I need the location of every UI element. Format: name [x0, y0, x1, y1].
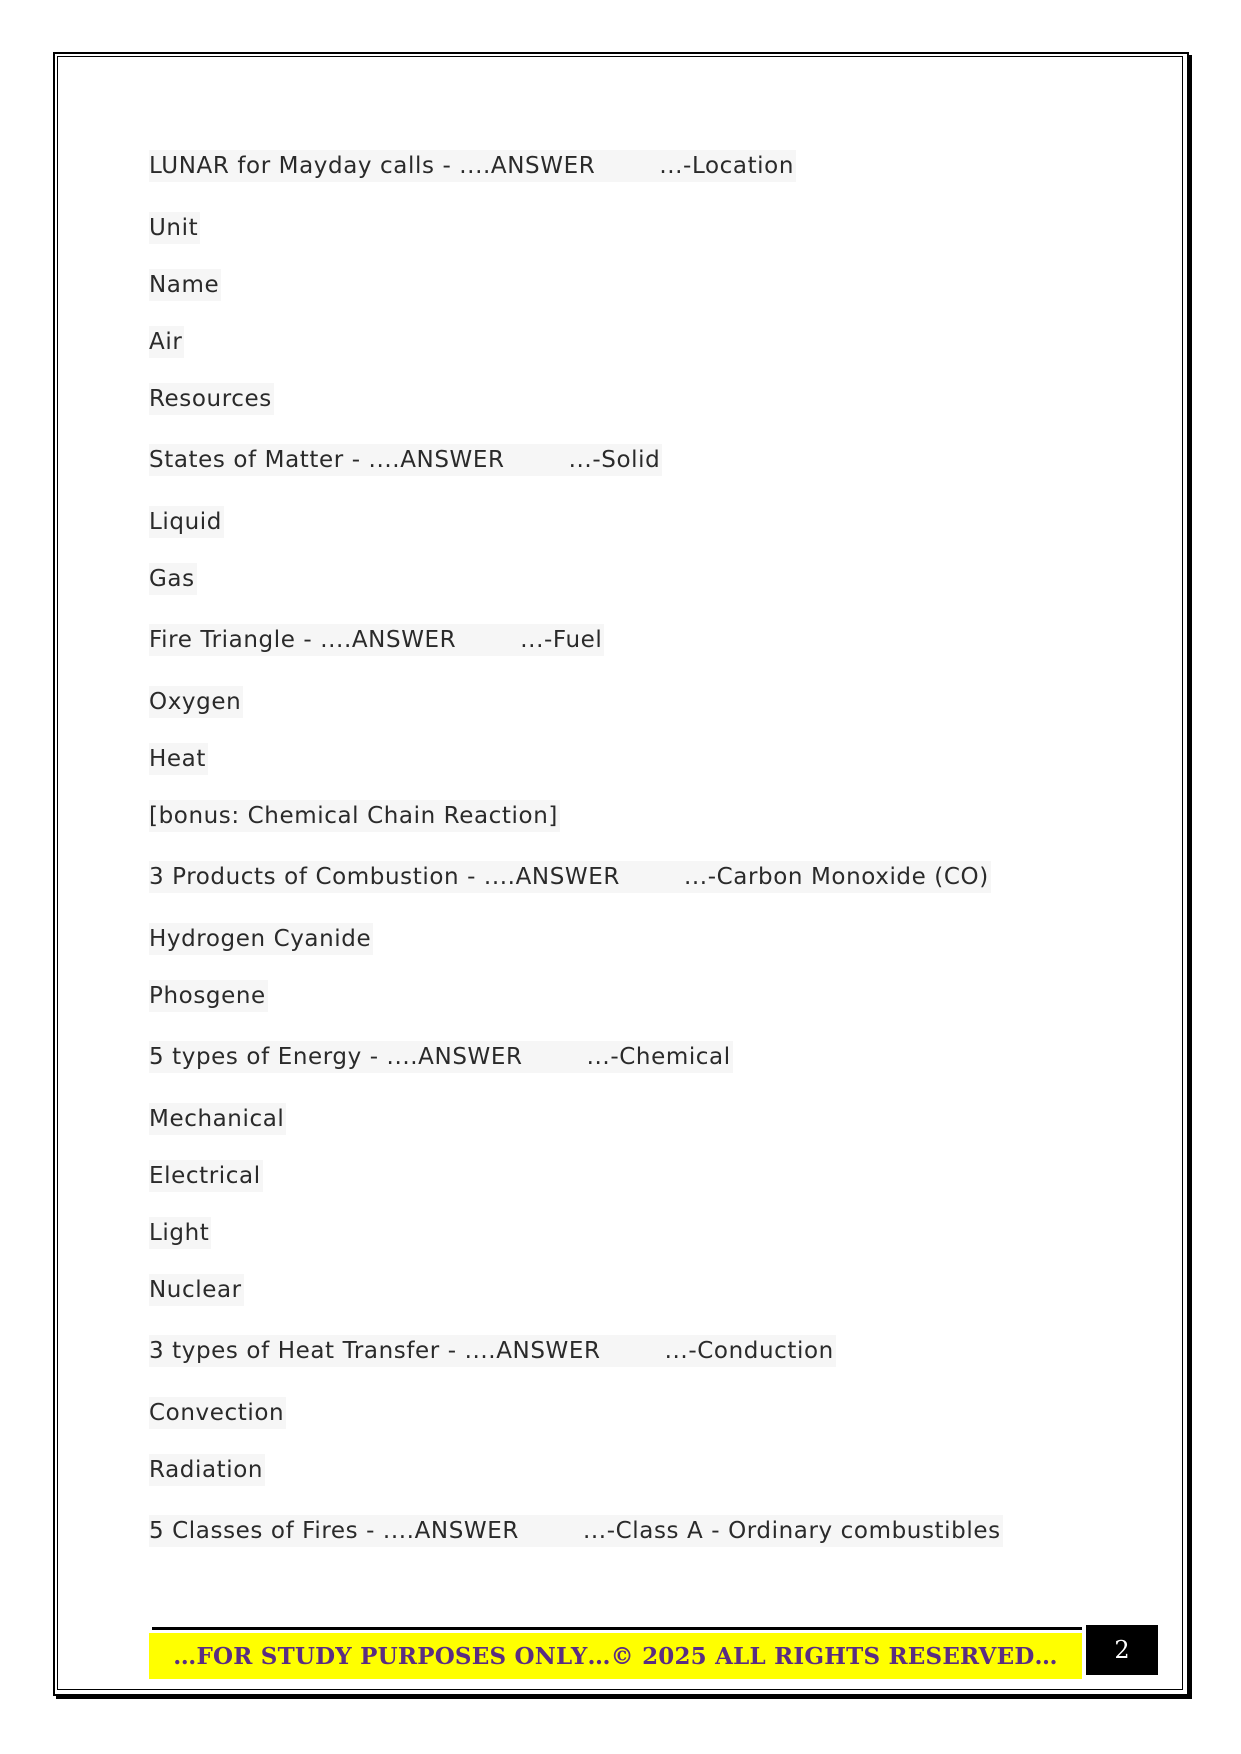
answer-item: Liquid: [149, 506, 224, 538]
footer-banner: [149, 1633, 1082, 1679]
answer-item: [bonus: Chemical Chain Reaction]: [149, 800, 560, 832]
answer-item: Heat: [149, 743, 208, 775]
footer-divider: [152, 1627, 1082, 1630]
question-line: [149, 444, 662, 476]
question-text: LUNAR for Mayday calls - ....ANSWER: [149, 153, 596, 179]
answer-item: Air: [149, 326, 184, 358]
answer-item: Name: [149, 269, 221, 301]
question-line: [149, 1041, 733, 1073]
answer-item: Hydrogen Cyanide: [149, 923, 373, 955]
answer-item: Nuclear: [149, 1274, 244, 1306]
answer-text: ...-Conduction: [664, 1338, 834, 1364]
answer-item: Unit: [149, 212, 200, 244]
question-line: [149, 861, 991, 893]
answer-text: ...-Carbon Monoxide (CO): [683, 864, 989, 890]
question-line: [149, 624, 604, 656]
answer-text: ...-Location: [659, 153, 795, 179]
answer-item: Mechanical: [149, 1103, 286, 1135]
footer-copyright: …FOR STUDY PURPOSES ONLY…© 2025 ALL RIGHTS RESERVED…: [173, 1642, 1058, 1670]
answer-item: Gas: [149, 563, 197, 595]
answer-text: ...-Class A - Ordinary combustibles: [582, 1518, 1001, 1544]
answer-item: Convection: [149, 1397, 286, 1429]
answer-item: Resources: [149, 383, 274, 415]
answer-item: Light: [149, 1217, 211, 1249]
answer-text: ...-Solid: [568, 447, 661, 473]
answer-text: ...-Chemical: [586, 1044, 731, 1070]
question-text: Fire Triangle - ....ANSWER: [149, 627, 457, 653]
page-number: 2: [1086, 1625, 1158, 1675]
answer-item: Electrical: [149, 1160, 263, 1192]
answer-item: Oxygen: [149, 686, 243, 718]
answer-item: Phosgene: [149, 980, 268, 1012]
question-line: [149, 150, 796, 182]
question-line: [149, 1335, 836, 1367]
question-text: 5 Classes of Fires - ....ANSWER: [149, 1518, 519, 1544]
answer-item: Radiation: [149, 1454, 265, 1486]
question-text: 3 Products of Combustion - ....ANSWER: [149, 864, 620, 890]
question-text: 5 types of Energy - ....ANSWER: [149, 1044, 523, 1070]
question-text: States of Matter - ....ANSWER: [149, 447, 505, 473]
answer-text: ...-Fuel: [520, 627, 603, 653]
question-line: [149, 1515, 1003, 1547]
question-text: 3 types of Heat Transfer - ....ANSWER: [149, 1338, 601, 1364]
